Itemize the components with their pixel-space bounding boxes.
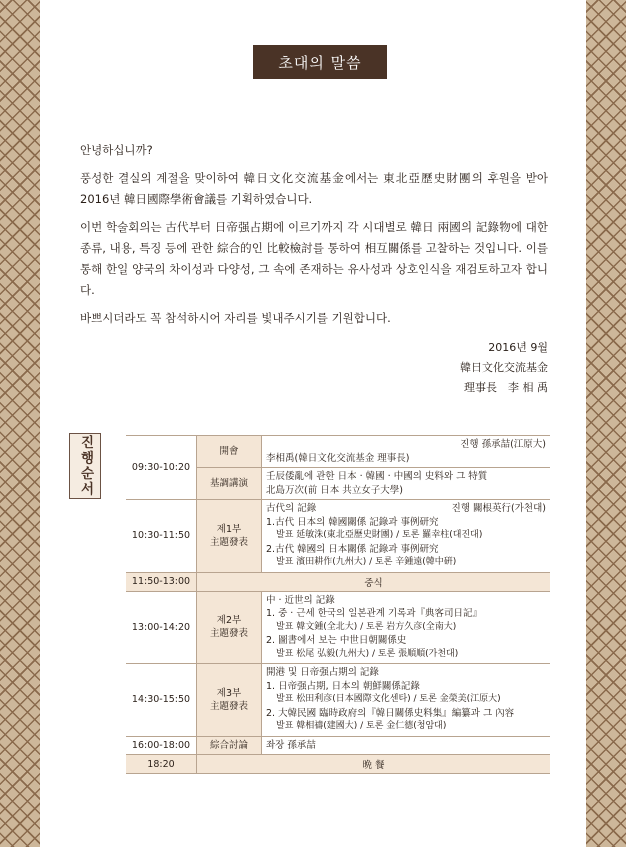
letter-paragraph-1: 풍성한 결실의 계절을 맞이하여 韓日文化交流基金에서는 東北亞歷史財團의 후원을 받아 2016년 韓日國際學術會議를 기획하였습니다.	[80, 171, 548, 206]
table-row	[126, 755, 550, 774]
decorative-border-right	[586, 0, 626, 847]
signature-org: 韓日文化交流基金	[460, 361, 548, 374]
talk-title: 1. 중 · 근세 한국의 일본관계 기록과『典客司日記』	[266, 608, 483, 619]
table-row	[126, 591, 550, 664]
letter-paragraph-2: 이번 학술회의는 古代부터 日帝强占期에 이르기까지 각 시대별로 韓日 兩國의 記錄物에 대한 종류, 내용, 특징 등에 관한 綜合的인 比較檢討를 통하여 相互關係를 고찰하는 것입니다. 이를 통해 한일 양국의 차이성과 다양성, 그 속에 존재하는 유사성과 상호인식을 재검토하고자 합니다.	[80, 220, 548, 297]
content-cell	[262, 436, 551, 468]
talk-title: 1.古代 日本의 韓國關係 記錄과 事例研究	[266, 516, 439, 528]
talk-title: 1. 日帝强占期, 日本의 朝鮮關係記錄	[266, 680, 420, 692]
moderator: 진행 孫承喆(江原大)	[460, 439, 546, 450]
session-cell: 基調講演	[197, 468, 262, 500]
time-cell: 14:30-15:50	[126, 664, 197, 737]
talk-people: 발표 延敏洙(東北亞歷史財團) / 토론 羅幸柱(대진대)	[276, 530, 483, 540]
letter-paragraph-3: 바쁘시더라도 꼭 참석하시어 자리를 빛내주시기를 기원합니다.	[80, 311, 391, 325]
talk-title: 2.古代 韓國의 日本關係 記錄과 事例研究	[266, 543, 439, 555]
session-heading: 中 · 近世의 記錄	[266, 594, 335, 606]
table-row	[126, 572, 550, 591]
keynote-title: 壬辰倭亂에 관한 日本 · 韓國 · 中國의 史料와 그 特質	[266, 471, 488, 482]
content-cell	[262, 591, 551, 664]
greeting: 안녕하십니까?	[80, 143, 153, 157]
content-cell: 좌장 孫承喆	[262, 736, 551, 755]
session-cell: 제3부 主題發表	[197, 664, 262, 737]
schedule-table	[126, 435, 550, 774]
session-cell: 제1부 主題發表	[197, 500, 262, 573]
dinner-label: 晩 餐	[197, 755, 551, 774]
break-label: 중식	[197, 572, 551, 591]
content-cell	[262, 468, 551, 500]
time-cell: 09:30-10:20	[126, 436, 197, 500]
table-row	[126, 500, 550, 573]
talk-people: 발표 韓文鍾(全北大) / 토론 岩方久彦(全南大)	[276, 621, 457, 632]
signature-block	[460, 338, 548, 398]
session-cell: 제2부 主題發表	[197, 591, 262, 664]
talk-people: 발표 韓相禱(建國大) / 토론 金仁德(청암대)	[276, 721, 447, 731]
talk-people: 발표 松田利彦(日本國際文化센타) / 토론 金榮美(江原大)	[276, 694, 501, 704]
signature-person: 理事長 李 相 禹	[464, 381, 548, 394]
talk-people: 발표 濱田耕作(九州大) / 토론 辛鍾遠(韓中硏)	[276, 557, 457, 567]
session-heading: 開港 및 日帝强占期의 記錄	[266, 667, 379, 678]
keynote-speaker: 北島万次(前 日本 共立女子大學)	[266, 484, 403, 496]
session-heading: 古代의 記錄	[266, 503, 317, 514]
content-cell	[262, 500, 551, 573]
time-cell: 18:20	[126, 755, 197, 774]
content-cell	[262, 664, 551, 737]
session-cell: 開會	[197, 436, 262, 468]
table-row	[126, 664, 550, 737]
session-cell: 綜合討論	[197, 736, 262, 755]
moderator: 진행 關根英行(가천대)	[451, 503, 546, 514]
time-cell: 13:00-14:20	[126, 591, 197, 664]
program-label: 진행순서	[69, 433, 101, 499]
opening-speaker: 李相禹(韓日文化交流基金 理事長)	[266, 452, 410, 464]
talk-title: 2. 圖書에서 보는 中世日朝關係史	[266, 635, 407, 646]
page-title: 초대의 말씀	[253, 45, 387, 79]
invitation-letter	[80, 140, 548, 336]
table-row	[126, 736, 550, 755]
talk-title: 2. 大韓民國 臨時政府의『韓日關係史料集』編纂과 그 內容	[266, 707, 515, 719]
decorative-border-left	[0, 0, 40, 847]
talk-people: 발표 松尾 弘毅(九州大) / 토론 張順順(가천대)	[276, 648, 459, 659]
signature-date: 2016년 9월	[488, 341, 548, 354]
time-cell: 16:00-18:00	[126, 736, 197, 755]
time-cell: 10:30-11:50	[126, 500, 197, 573]
table-row	[126, 436, 550, 468]
time-cell: 11:50-13:00	[126, 572, 197, 591]
